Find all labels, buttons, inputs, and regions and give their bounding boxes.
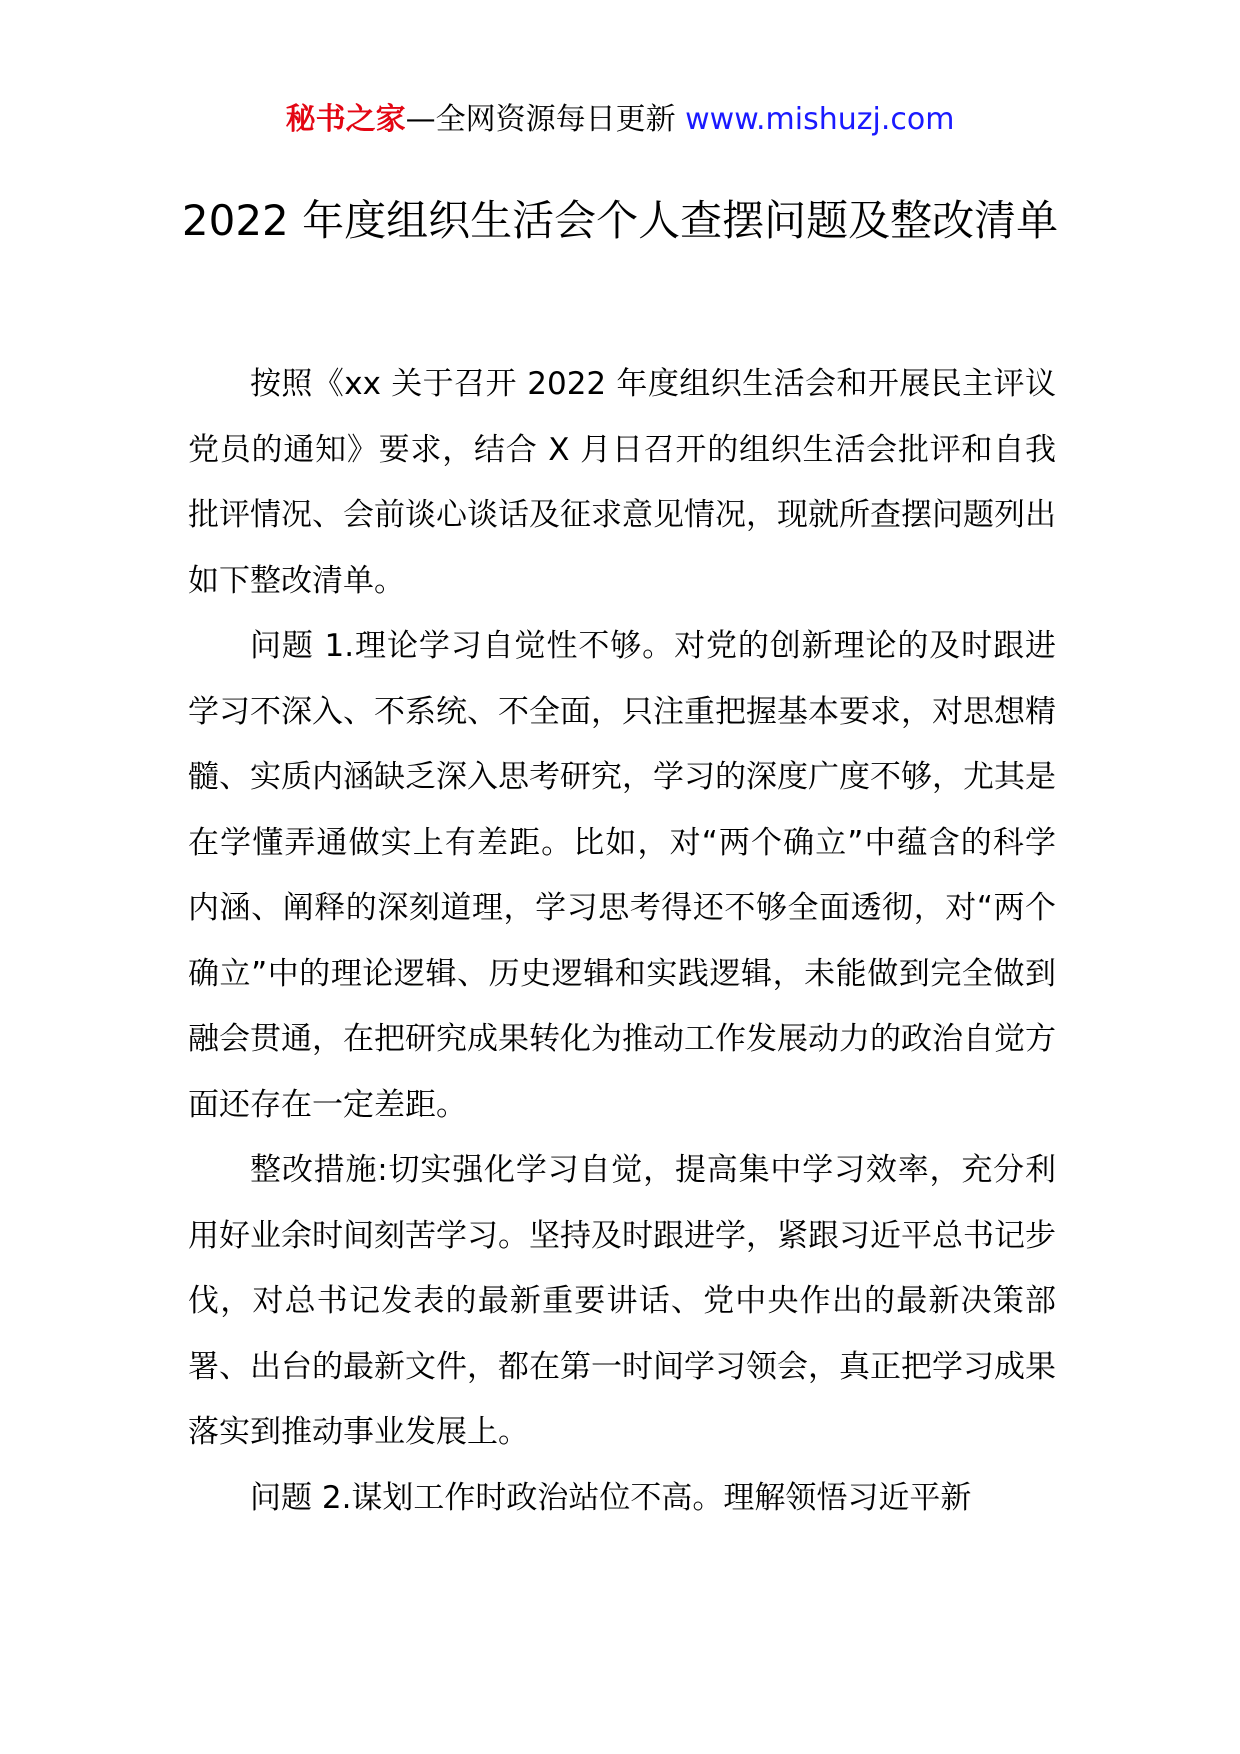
- paragraph-problem-2: 问题 2.谋划工作时政治站位不高。理解领悟习近平新: [250, 1479, 972, 1516]
- paragraph-problem-1: 问题 1.理论学习自觉性不够。对党的创新理论的及时跟进学习不深入、不系统、不全面，只注重把握基本要求，对思想精髓、实质内涵缺乏深入思考研究，学习的深度广度不够，尤其是在学懂弄通做实上有差距。比如，对“两个确立”中蕴含的科学内涵、阐释的深刻道理，学习思考得还不够全面透彻，对“两个确立”中的理论逻辑、历史逻辑和实践逻辑，未能做到完全做到融会贯通，在把研究成果转化为推动工作发展动力的政治自觉方面还存在一定差距。: [188, 628, 1056, 1123]
- paragraph-intro: 按照《xx 关于召开 2022 年度组织生活会和开展民主评议党员的通知》要求，结合 X 月日召开的组织生活会批评和自我批评情况、会前谈心谈话及征求意见情况，现就所查摆问题列出如下整改清单。: [188, 366, 1056, 599]
- site-brand: 秘书之家: [285, 102, 406, 137]
- paragraph-measure-1: 整改措施:切实强化学习自觉，提高集中学习效率，充分利用好业余时间刻苦学习。坚持及时跟进学，紧跟习近平总书记步伐，对总书记发表的最新重要讲话、党中央作出的最新决策部署、出台的最新文件，都在第一时间学习领会，真正把学习成果落实到推动事业发展上。: [188, 1152, 1056, 1450]
- site-tagline: —全网资源每日更新: [405, 102, 676, 137]
- document-title: 2022 年度组织生活会个人查摆问题及整改清单: [181, 196, 1059, 246]
- site-header: [0, 100, 1240, 140]
- site-url-link[interactable]: www.mishuzj.com: [685, 102, 955, 137]
- document-body: [188, 352, 1056, 1531]
